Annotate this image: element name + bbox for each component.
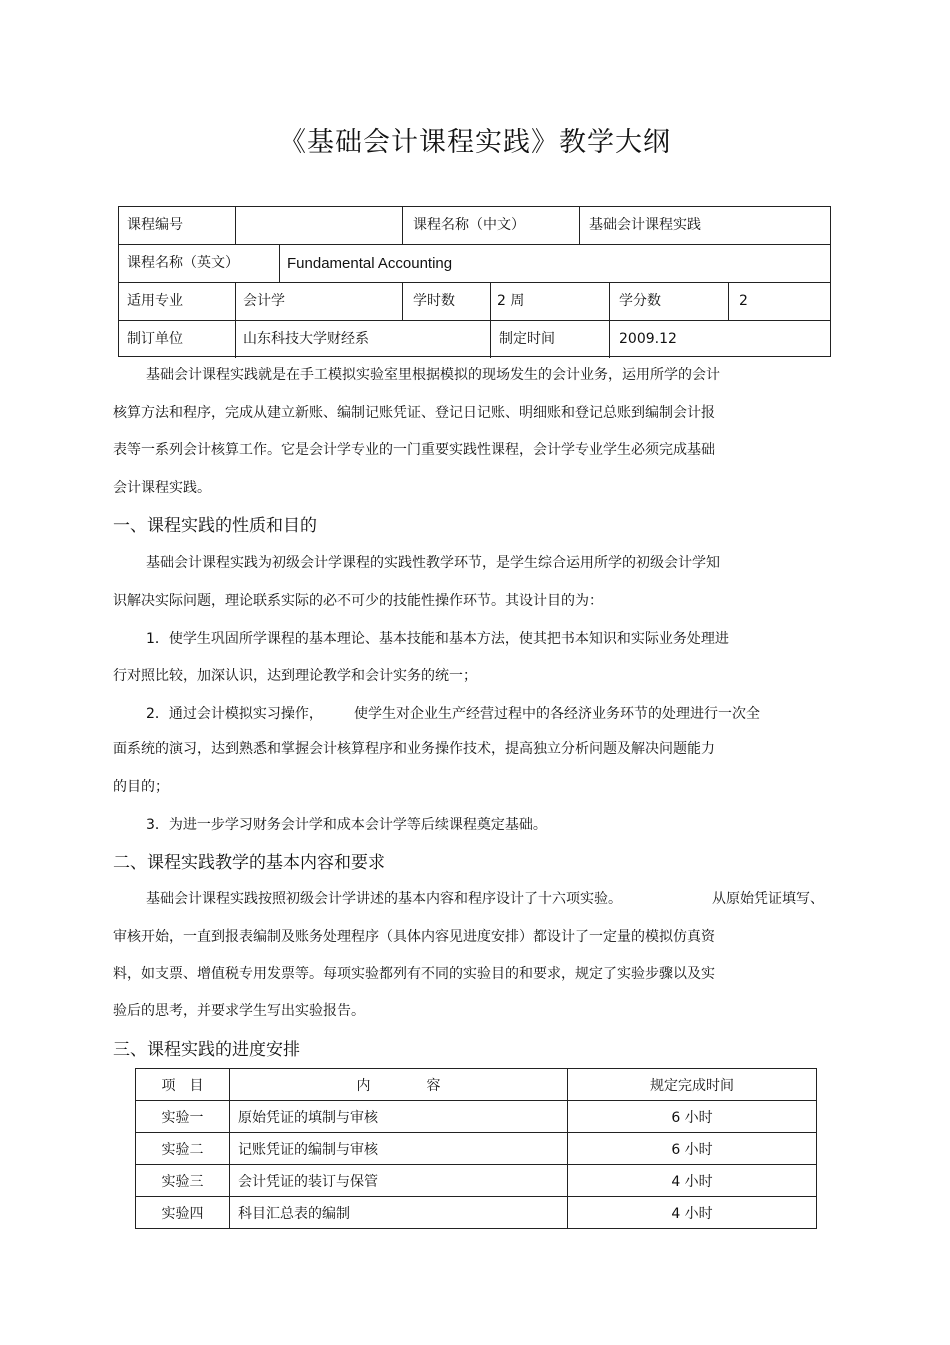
content-cell: 记账凭证的编制与审核: [230, 1133, 568, 1165]
table-rule: [402, 207, 403, 244]
table-rule: [728, 282, 729, 320]
paragraph-line: 审核开始，一直到报表编制及账务处理程序（具体内容见进度安排）都设计了一定量的模拟仿真资: [113, 929, 715, 945]
table-rule: [579, 207, 580, 244]
content-cell: 会计凭证的装订与保管: [230, 1165, 568, 1197]
paragraph-line: 会计课程实践。: [113, 480, 211, 496]
table-rule: [119, 320, 830, 321]
table-rule: [279, 244, 280, 282]
item-cell: 实验四: [136, 1197, 230, 1229]
section-heading: 一、课程实践的性质和目的: [113, 516, 317, 536]
table-rule: [490, 320, 491, 358]
list-item-line: 3．为进一步学习财务会计学和成本会计学等后续课程奠定基础。: [146, 817, 547, 833]
paragraph-line: 识解决实际问题，理论联系实际的必不可少的技能性操作环节。其设计目的为：: [113, 593, 603, 609]
unit-label: 制订单位: [127, 331, 183, 347]
table-header-row: [136, 1069, 817, 1101]
column-header: 内 容: [230, 1069, 568, 1101]
item-cell: 实验一: [136, 1101, 230, 1133]
unit-value: 山东科技大学财经系: [243, 331, 369, 347]
paragraph-line: 基础会计课程实践按照初级会计学讲述的基本内容和程序设计了十六项实验。: [146, 891, 622, 907]
table-rule: [235, 207, 236, 244]
credits-label: 学分数: [619, 293, 661, 309]
date-value: 2009.12: [619, 331, 677, 347]
content-cell: 科目汇总表的编制: [230, 1197, 568, 1229]
list-item-line: 的目的；: [113, 779, 169, 795]
credits-value: 2: [739, 293, 748, 309]
table-rule: [119, 282, 830, 283]
hours-value: 2 周: [497, 293, 525, 309]
schedule-table: [135, 1068, 817, 1229]
table-rule: [609, 320, 610, 358]
list-item-line: 2．通过会计模拟实习操作，: [146, 706, 323, 722]
table-rule: [609, 282, 610, 320]
major-label: 适用专业: [127, 293, 183, 309]
column-header: 项 目: [136, 1069, 230, 1101]
paragraph-line: 验后的思考，并要求学生写出实验报告。: [113, 1003, 365, 1019]
table-row: [136, 1101, 817, 1133]
hours-label: 学时数: [413, 293, 455, 309]
course-name-en-value: Fundamental Accounting: [287, 255, 453, 272]
paragraph-line: 核算方法和程序，完成从建立新账、编制记账凭证、登记日记账、明细账和登记总账到编制会计报: [113, 405, 715, 421]
course-info-table: [118, 206, 831, 357]
item-cell: 实验二: [136, 1133, 230, 1165]
course-name-en-label: 课程名称（英文）: [127, 255, 239, 271]
major-value: 会计学: [243, 293, 285, 309]
table-row: [136, 1197, 817, 1229]
list-item-line: 1．使学生巩固所学课程的基本理论、基本技能和基本方法，使其把书本知识和实际业务处理进: [146, 631, 729, 647]
table-rule: [490, 282, 491, 320]
time-cell: 6 小时: [568, 1101, 817, 1133]
item-cell: 实验三: [136, 1165, 230, 1197]
table-rule: [402, 282, 403, 320]
content-cell: 原始凭证的填制与审核: [230, 1101, 568, 1133]
time-cell: 4 小时: [568, 1165, 817, 1197]
table-rule: [119, 244, 830, 245]
paragraph-line: 料，如支票、增值税专用发票等。每项实验都列有不同的实验目的和要求，规定了实验步骤以及实: [113, 966, 715, 982]
table-row: [136, 1133, 817, 1165]
table-rule: [235, 282, 236, 320]
paragraph-line: 基础会计课程实践为初级会计学课程的实践性教学环节，是学生综合运用所学的初级会计学知: [146, 555, 720, 571]
time-cell: 4 小时: [568, 1197, 817, 1229]
time-cell: 6 小时: [568, 1133, 817, 1165]
paragraph-line: 表等一系列会计核算工作。它是会计学专业的一门重要实践性课程，会计学专业学生必须完成基础: [113, 442, 715, 458]
course-code-label: 课程编号: [127, 217, 183, 233]
date-label: 制定时间: [499, 331, 555, 347]
course-name-cn-label: 课程名称（中文）: [413, 217, 525, 233]
course-name-cn-value: 基础会计课程实践: [589, 217, 701, 233]
column-header: 规定完成时间: [568, 1069, 817, 1101]
section-heading: 三、课程实践的进度安排: [113, 1040, 300, 1060]
page-title: 《基础会计课程实践》教学大纲: [279, 127, 671, 158]
paragraph-line: 基础会计课程实践就是在手工模拟实验室里根据模拟的现场发生的会计业务，运用所学的会计: [146, 367, 720, 383]
list-item-line: 使学生对企业生产经营过程中的各经济业务环节的处理进行一次全: [354, 706, 760, 722]
table-rule: [235, 320, 236, 358]
list-item-line: 面系统的演习，达到熟悉和掌握会计核算程序和业务操作技术，提高独立分析问题及解决问题能力: [113, 741, 715, 757]
table-row: [136, 1165, 817, 1197]
list-item-line: 行对照比较，加深认识，达到理论教学和会计实务的统一；: [113, 668, 477, 684]
paragraph-line: 从原始凭证填写、: [712, 891, 824, 907]
section-heading: 二、课程实践教学的基本内容和要求: [113, 853, 385, 873]
